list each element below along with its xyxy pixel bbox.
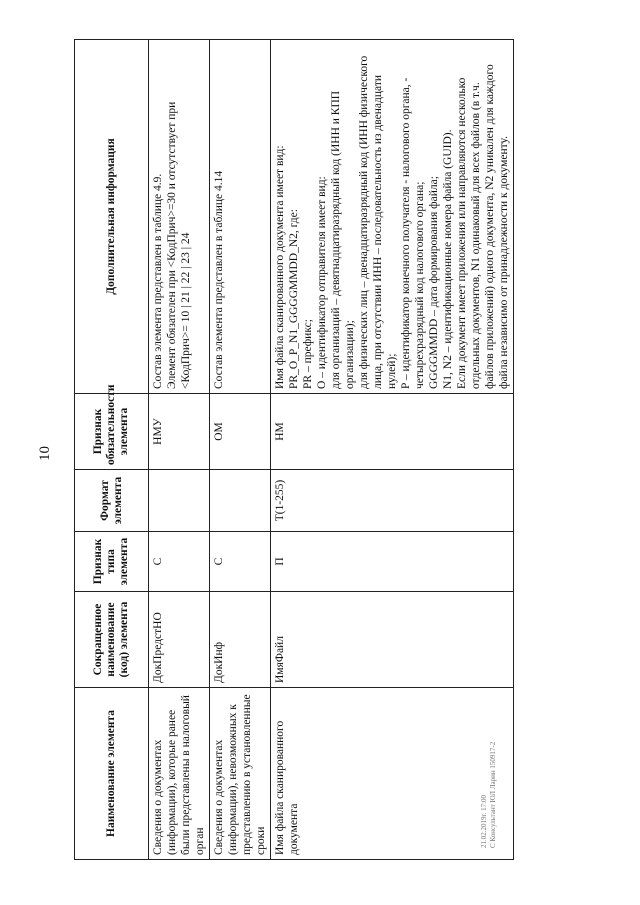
cell-element-type: С <box>210 532 271 592</box>
header-element-format: Формат элемента <box>75 470 149 532</box>
cell-element-name: Сведения о документах (информации), которые ранее были представлены в налоговый орган <box>149 688 210 860</box>
info-line: Имя файла сканированного документа имеет вид: <box>274 145 286 389</box>
cell-element-format <box>149 470 210 532</box>
cell-required-flag: НМУ <box>149 394 210 470</box>
cell-additional-info <box>271 40 514 394</box>
header-element-type: Признак типа элемента <box>75 532 149 592</box>
cell-short-code: ИмяФайл <box>271 592 514 688</box>
header-short-code: Сокращенное наименование (код) элемента <box>75 592 149 688</box>
table-row <box>149 40 210 860</box>
table-row <box>271 40 514 860</box>
info-line: Состав элемента представлен в таблице 4.14 <box>213 170 225 389</box>
requirements-table <box>74 39 514 860</box>
table-row <box>210 40 271 860</box>
info-line: Элемент обязателен при <КодПрич>=30 и отсутствует при <box>166 101 178 389</box>
header-additional-info: Дополнительная информация <box>75 40 149 394</box>
footer-line: С Консультант ЮЛ Ларин 150917-2 <box>489 741 497 848</box>
info-line: для организаций – девятнадцатиразрядный код (ИНН и КПП организации); <box>330 90 356 389</box>
info-line: N1, N2 – идентификационные номера файла (GUID). <box>442 129 454 389</box>
footer-line: 21.02.2019г. 17:00 <box>480 794 488 848</box>
cell-element-type: С <box>149 532 210 592</box>
page-number: 10 <box>37 446 53 461</box>
info-line: O – идентификатор отправителя имеет вид: <box>316 176 328 389</box>
info-line: GGGGMMDD – дата формирования файла; <box>428 176 440 389</box>
info-line: Если документ имеет приложения или направляются несколько отдельных документов, N1 одинаковый для всех файлов (в т.ч. файлов приложений) одного документа, N2 уникален для каждого файла независимо от принадлежности к документу. <box>456 64 510 389</box>
info-line: для физических лиц – двенадцатиразрядный код (ИНН физического лица, при отсутствии ИНН – последовательность из двенадцати нулей); <box>358 55 398 389</box>
info-line: Состав элемента представлен в таблице 4.9. <box>152 173 164 389</box>
cell-short-code: ДокИнф <box>210 592 271 688</box>
cell-required-flag: НМ <box>271 394 514 470</box>
cell-element-format <box>210 470 271 532</box>
header-required-flag: Признак обязательности элемента <box>75 394 149 470</box>
rotated-table-container <box>74 40 586 860</box>
info-line: <КодПрич>= 10 | 21 | 22 | 23 | 24 <box>180 232 192 389</box>
info-line: PR – префикс; <box>302 319 314 389</box>
cell-element-format: T(1-255) <box>271 470 514 532</box>
info-line: P – идентификатор конечного получателя - налогового органа, - четырехразрядный код налогового органа; <box>400 77 426 389</box>
cell-additional-info <box>210 40 271 394</box>
info-line: PR_O_P_N1_GGGGMMDD_N2, где: <box>288 209 300 389</box>
cell-element-type: П <box>271 532 514 592</box>
header-element-name: Наименование элемента <box>75 688 149 860</box>
cell-element-name: Имя файла сканированного документа <box>271 688 514 860</box>
cell-element-name: Сведения о документах (информации), невозможных к представлению в установленные сроки <box>210 688 271 860</box>
cell-additional-info <box>149 40 210 394</box>
cell-required-flag: ОМ <box>210 394 271 470</box>
cell-short-code: ДокПредстНО <box>149 592 210 688</box>
table-header-row <box>75 40 149 860</box>
